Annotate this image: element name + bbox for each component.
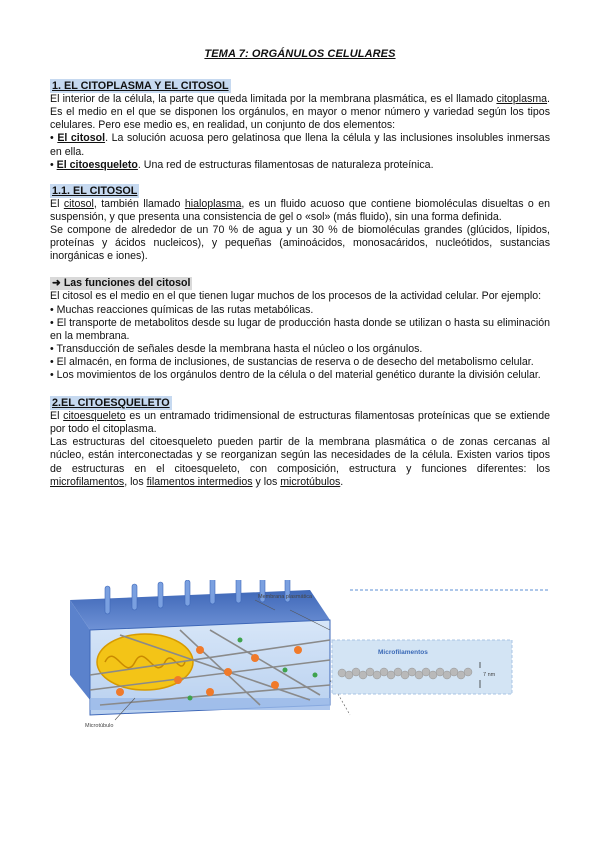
term-citosol: El citosol: [57, 132, 106, 145]
text: El: [50, 410, 64, 423]
term-citoplasma: citoplasma: [496, 93, 548, 106]
text: , es un fluido acuoso que contiene biomoléculas disueltas o en suspensión, y que presenta una consistencia de gel o «sol» (más fluido), sin una forma definida.: [50, 197, 550, 223]
text: Transducción de señales desde la membrana hasta el núcleo o los orgánulos.: [56, 342, 423, 355]
text: El transporte de metabolitos desde su lugar de producción hasta donde se utilizan o hasta su eliminación en la membrana.: [50, 316, 550, 342]
bullet-item: • El almacén, en forma de inclusiones, de sustancias de reserva o de desecho del metabolismo celular.: [50, 355, 534, 368]
bullet-item: • El citoesqueleto. Una red de estructuras filamentosas de naturaleza proteínica.: [50, 158, 434, 171]
section-citoplasma: [50, 79, 550, 172]
paragraph: Se compone de alrededor de un 70 % de agua y un 30 % de biomoléculas grandes (glúcidos, lípidos, proteínas y ácidos nucleicos), y pequeñas (aminoácidos, monosacáridos, nucleótidos, sustancias inorgánicas e iones).: [50, 224, 550, 263]
term-microfilamentos: microfilamentos: [50, 475, 125, 488]
bullet-item: • El citosol. La solución acuosa pero gelatinosa que llena la célula y las inclusiones insolubles inmersas en ella.: [50, 132, 550, 158]
paragraph: [50, 436, 550, 488]
text: El: [50, 197, 64, 210]
bullet-item: • Muchas reacciones químicas de las rutas metabólicas.: [50, 303, 314, 316]
bullet-item: • Transducción de señales desde la membrana hasta el núcleo o los orgánulos.: [50, 342, 423, 355]
label-membrane: Membrana plasmática: [258, 594, 313, 600]
text: Muchas reacciones químicas de las rutas metabólicas.: [56, 303, 314, 316]
section-citoesqueleto: [50, 396, 550, 489]
section-heading: 2.EL CITOESQUELETO: [52, 397, 170, 410]
section-citosol: [50, 184, 550, 264]
label-nm: 7 nm: [483, 672, 496, 678]
section-heading: 1.1. EL CITOSOL: [52, 184, 138, 197]
paragraph: El citosol es el medio en el que tienen lugar muchos de los procesos de la actividad celular. Por ejemplo:: [50, 290, 542, 303]
subsection-heading: ➜ Las funciones del citosol: [52, 277, 191, 290]
text: , los: [124, 475, 147, 488]
paragraph: [50, 198, 550, 224]
term-citosol: citosol: [63, 197, 94, 210]
bullet-item: • El transporte de metabolitos desde su lugar de producción hasta donde se utilizan o hasta su eliminación en la membrana.: [50, 316, 550, 342]
label-microtubule: Microtúbulo: [85, 723, 114, 729]
bullet-item: • Los movimientos de los orgánulos dentro de la célula o del material genético durante la división celular.: [50, 368, 541, 381]
term-hialoplasma: hialoplasma: [184, 197, 242, 210]
term-citoesqueleto: citoesqueleto: [63, 410, 126, 423]
paragraph: [50, 93, 550, 132]
text: es un entramado tridimensional de estructuras filamentosas proteínicas que se extiende por todo el citoplasma.: [50, 410, 550, 436]
section-funciones: [50, 277, 550, 382]
text: Las estructuras del citoesqueleto pueden partir de la membrana plasmática o de zonas cercanas al núcleo, están interconectadas y se reorganizan según las necesidades de la célula. Existen varios tipos de estructuras en el citoesqueleto, con composición, estructura y funciones diferentes: los: [50, 436, 550, 475]
text: . Una red de estructuras filamentosas de naturaleza proteínica.: [137, 158, 434, 171]
text: y los: [252, 475, 281, 488]
microfilament-panel: [332, 590, 550, 694]
cytoskeleton-figure: [60, 580, 550, 740]
text: .: [340, 475, 344, 488]
term-citoesqueleto: El citoesqueleto: [56, 158, 138, 171]
cytoskeleton-illustration: [60, 580, 550, 740]
term-filamentos-intermedios: filamentos intermedios: [146, 475, 253, 488]
text: Los movimientos de los orgánulos dentro de la célula o del material genético durante la división celular.: [56, 368, 541, 381]
label-microfilaments: Microfilamentos: [378, 649, 428, 656]
text: , también llamado: [93, 197, 185, 210]
paragraph: [50, 410, 550, 436]
page-title: TEMA 7: ORGÁNULOS CELULARES: [204, 48, 396, 60]
text: El interior de la célula, la parte que queda limitada por la membrana plasmática, es el llamado: [50, 93, 497, 106]
section-heading: 1. EL CITOPLASMA Y EL CITOSOL: [52, 80, 229, 93]
document-page: [50, 48, 550, 489]
term-microtubulos: microtúbulos: [280, 475, 341, 488]
text: . Es el medio en el que se disponen los orgánulos, en mayor o menor número y variedad según los tipos celulares. Pero ese medio es, en realidad, un conjunto de dos elementos:: [50, 93, 550, 132]
text: El almacén, en forma de inclusiones, de sustancias de reserva o de desecho del metabolismo celular.: [56, 355, 534, 368]
text: . La solución acuosa pero gelatinosa que llena la célula y las inclusiones insolubles inmersas en ella.: [50, 132, 550, 158]
